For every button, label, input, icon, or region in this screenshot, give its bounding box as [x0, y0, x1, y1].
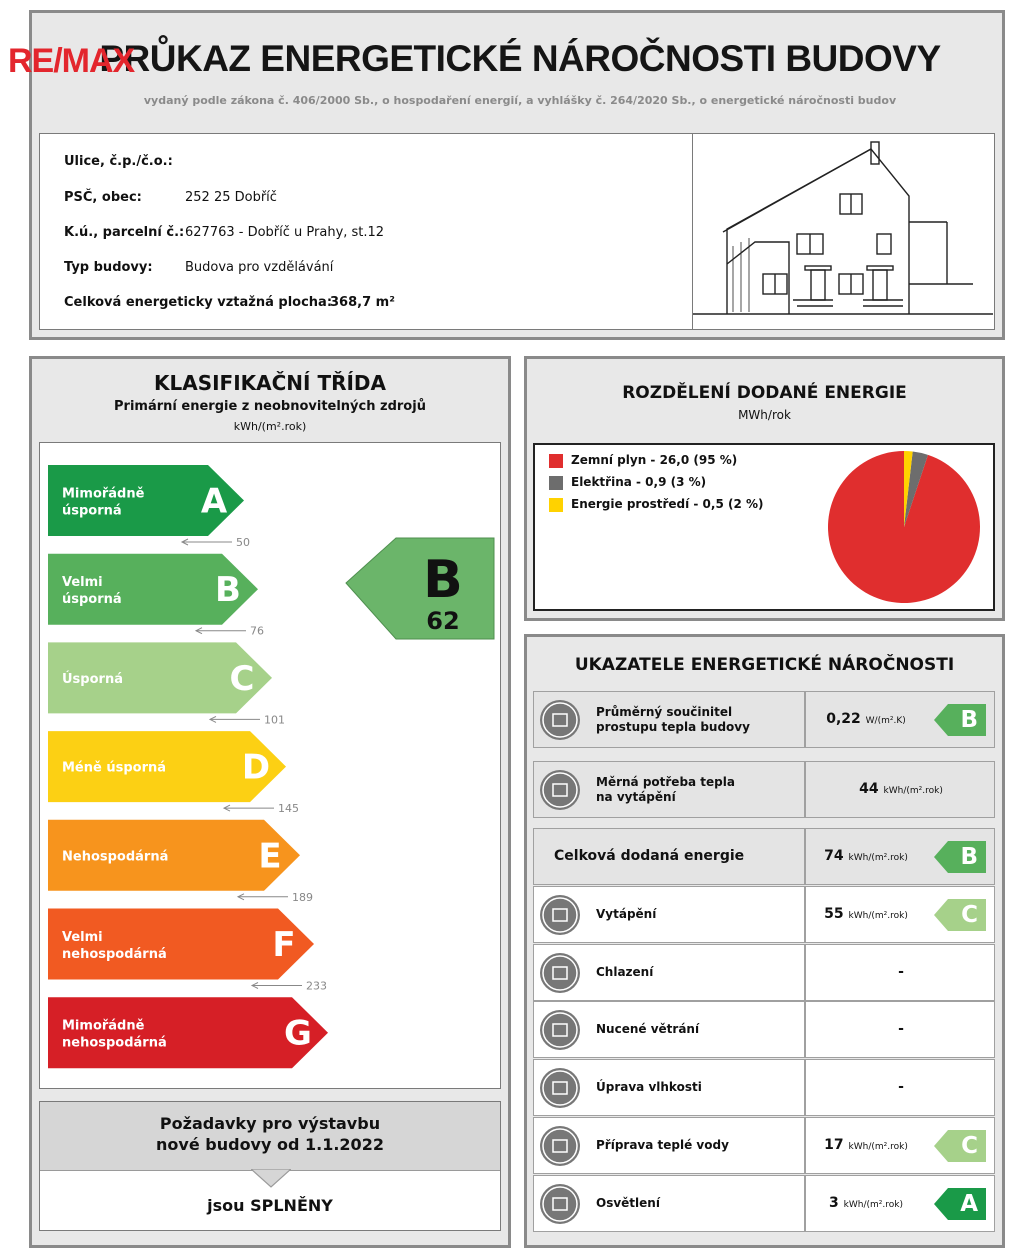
legend-label-environment: Energie prostředí - 0,5 (2 %)	[571, 497, 764, 511]
indicator-unit: kWh/(m².rok)	[848, 911, 908, 921]
threshold-value: 101	[264, 713, 285, 727]
indicator-class-letter: A	[960, 1191, 978, 1217]
indicator-row	[533, 691, 995, 748]
psc-value: 252 25 Dobříč	[185, 190, 277, 205]
indicator-icon	[540, 1126, 580, 1166]
indicator-label: Celková dodaná energie	[554, 848, 745, 864]
indicator-unit: kWh/(m².rok)	[843, 1200, 903, 1210]
indicator-row	[533, 1059, 995, 1116]
result-class-value: 62	[426, 607, 460, 635]
remax-logo: RE/MAX	[8, 42, 135, 80]
indicator-unit: kWh/(m².rok)	[883, 786, 943, 796]
indicator-row	[533, 828, 995, 885]
class-label-c: Úsporná	[62, 671, 123, 687]
requirement-line1: Požadavky pro výstavbu	[159, 1114, 381, 1133]
class-label-g: Mimořádně	[62, 1018, 145, 1034]
legend-label-electricity: Elektřina - 0,9 (3 %)	[571, 475, 707, 489]
distribution-chart-panel	[533, 443, 995, 611]
indicator-label: Měrná potřeba tepla na vytápění	[596, 775, 735, 804]
result-class-letter: B	[423, 550, 463, 610]
class-label-b: Velmi	[62, 575, 103, 591]
class-letter-a: A	[200, 481, 228, 522]
indicator-value: 17 kWh/(m².rok)	[824, 1137, 908, 1153]
indicator-label: Průměrný součinitel prostupu tepla budovy	[596, 705, 750, 734]
indicator-icon	[540, 1068, 580, 1108]
ku-value: 627763 - Dobříč u Prahy, st.12	[185, 225, 385, 240]
street-label: Ulice, č.p./č.o.:	[64, 154, 173, 169]
indicator-class-badge	[934, 1188, 986, 1220]
legend-swatch-environment	[549, 498, 563, 512]
legend-swatch-electricity	[549, 476, 563, 490]
indicator-icon	[540, 895, 580, 935]
indicator-class-badge	[934, 1130, 986, 1162]
indicator-label: Chlazení	[596, 965, 654, 979]
indicators-box	[524, 634, 1005, 1248]
indicator-row	[533, 1117, 995, 1174]
indicator-class-letter: B	[960, 844, 978, 870]
classification-title: KLASIFIKAČNÍ TŘÍDA	[153, 371, 387, 395]
indicator-label: Úprava vlhkosti	[596, 1080, 702, 1094]
indicator-label: Vytápění	[596, 907, 657, 921]
classification-scale-panel	[39, 442, 501, 1089]
indicator-icon	[540, 953, 580, 993]
class-letter-f: F	[272, 925, 296, 965]
threshold-value: 50	[236, 536, 250, 549]
requirement-result: jsou SPLNĚNY	[207, 1196, 333, 1215]
distribution-title: ROZDĚLENÍ DODANÉ ENERGIE	[622, 383, 907, 403]
house-illustration-panel	[692, 133, 995, 330]
area-value: 368,7 m²	[330, 295, 395, 310]
indicator-value: 0,22 W/(m².K)	[826, 711, 906, 727]
energy-class-scale	[40, 443, 500, 1087]
indicator-row	[533, 886, 995, 943]
indicator-value: 55 kWh/(m².rok)	[824, 906, 908, 922]
indicator-class-badge	[934, 841, 986, 873]
building-info-panel	[39, 133, 693, 330]
indicators-title: UKAZATELE ENERGETICKÉ NÁROČNOSTI	[574, 655, 955, 675]
pie-chart	[819, 445, 989, 609]
ku-label: K.ú., parcelní č.:	[64, 225, 185, 240]
class-letter-e: E	[258, 836, 282, 877]
threshold-value: 145	[278, 802, 299, 816]
distribution-unit: MWh/rok	[738, 408, 791, 422]
indicator-row	[533, 1175, 995, 1232]
indicator-row	[533, 1001, 995, 1058]
indicator-row	[533, 761, 995, 818]
indicator-value: -	[898, 1079, 904, 1095]
area-label: Celková energeticky vztažná plocha:	[64, 295, 333, 310]
requirement-line2: nové budovy od 1.1.2022	[156, 1135, 384, 1154]
indicator-icon	[540, 770, 580, 810]
class-label-d: Méně úsporná	[62, 760, 167, 776]
threshold-value: 189	[292, 890, 313, 904]
indicator-label: Příprava teplé vody	[596, 1138, 729, 1152]
class-label2-b: úsporná	[62, 592, 122, 608]
indicator-icon	[540, 1010, 580, 1050]
requirement-panel	[39, 1101, 501, 1231]
indicator-value: -	[898, 1021, 904, 1037]
class-label2-g: nehospodárná	[62, 1035, 167, 1051]
indicator-unit: W/(m².K)	[865, 716, 906, 726]
legend-swatch-gas	[549, 454, 563, 468]
indicator-icon	[540, 700, 580, 740]
page-subtitle: vydaný podle zákona č. 406/2000 Sb., o hospodaření energií, a vyhlášky č. 264/2020 Sb., o energetické náročnosti budov	[143, 94, 897, 107]
indicator-class-letter: C	[961, 1133, 978, 1159]
legend-label-gas: Zemní plyn - 26,0 (95 %)	[571, 453, 738, 467]
class-label2-a: úsporná	[62, 503, 122, 519]
page-title: PRŮKAZ ENERGETICKÉ NÁROČNOSTI BUDOVY	[99, 38, 941, 79]
class-label2-f: nehospodárná	[62, 947, 167, 962]
indicator-row	[533, 944, 995, 1001]
psc-label: PSČ, obec:	[64, 190, 142, 205]
classification-subtitle: Primární energie z neobnovitelných zdrojů	[114, 399, 426, 414]
threshold-value: 233	[306, 979, 327, 993]
indicator-value: 44 kWh/(m².rok)	[859, 781, 943, 797]
indicator-label: Nucené větrání	[596, 1022, 700, 1036]
house-icon	[693, 134, 993, 328]
class-label-a: Mimořádně	[62, 486, 145, 502]
indicator-unit: kWh/(m².rok)	[848, 853, 908, 863]
indicator-value: -	[898, 964, 904, 980]
indicator-label: Osvětlení	[596, 1196, 660, 1210]
class-letter-g: G	[284, 1013, 312, 1054]
indicators-table	[527, 637, 1002, 1245]
class-letter-b: B	[215, 570, 241, 611]
class-letter-c: C	[229, 658, 255, 699]
requirement-pointer	[251, 1169, 291, 1189]
indicator-value: 3 kWh/(m².rok)	[829, 1195, 903, 1211]
class-letter-d: D	[241, 747, 271, 788]
classification-unit: kWh/(m².rok)	[233, 420, 307, 433]
indicator-icon	[540, 1184, 580, 1224]
indicator-value: 74 kWh/(m².rok)	[824, 848, 908, 864]
indicator-unit: kWh/(m².rok)	[848, 1142, 908, 1152]
class-label-e: Nehospodárná	[62, 849, 169, 865]
result-class-arrow	[346, 538, 494, 639]
indicator-class-letter: C	[961, 902, 978, 928]
building-type-label: Typ budovy:	[64, 260, 153, 275]
indicator-class-badge	[934, 704, 986, 736]
indicator-class-letter: B	[960, 707, 978, 733]
class-label-f: Velmi	[62, 930, 103, 945]
threshold-value: 76	[250, 624, 264, 638]
indicator-class-badge	[934, 899, 986, 931]
building-type-value: Budova pro vzdělávání	[185, 260, 334, 275]
